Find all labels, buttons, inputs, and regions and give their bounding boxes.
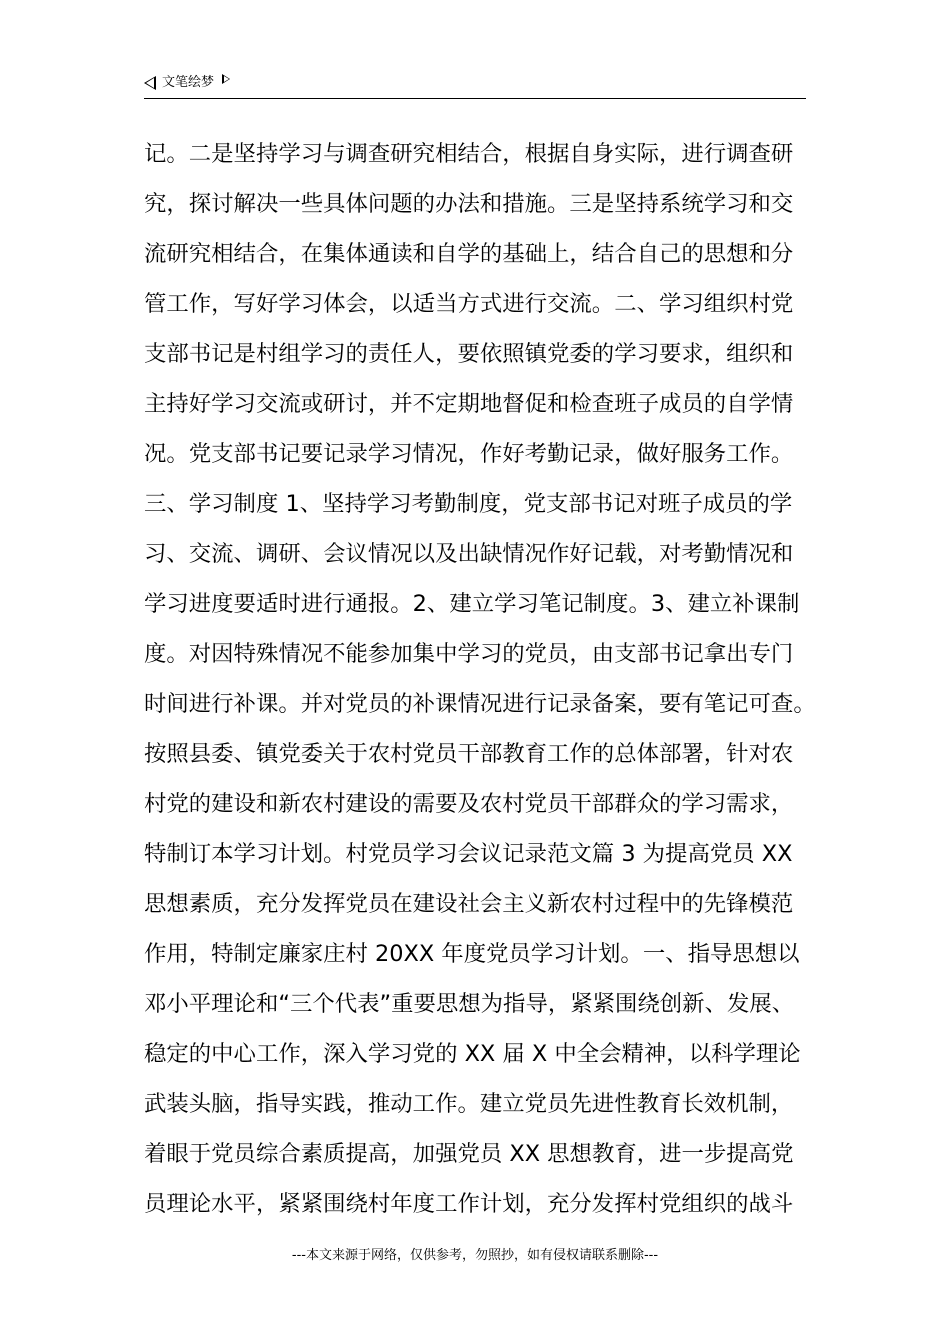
body-line: 着眼于党员综合素质提高，加强党员 XX 思想教育，进一步提高党 [144,1141,794,1167]
body-line: 记。二是坚持学习与调查研究相结合，根据自身实际，进行调查研 [144,141,794,167]
body-line: 思想素质，充分发挥党员在建设社会主义新农村过程中的先锋模范 [144,891,794,917]
body-line: 主持好学习交流或研讨，并不定期地督促和检查班子成员的自学情 [144,391,794,417]
triangle-left-outline-icon [144,76,156,90]
header-title: 文笔绘梦 [162,75,215,90]
body-line: 按照县委、镇党委关于农村党员干部教育工作的总体部署，针对农 [144,741,794,767]
body-line: 学习进度要适时进行通报。2、建立学习笔记制度。3、建立补课制 [144,591,800,617]
triangle-right-outline-icon [222,74,230,84]
body-line: 况。党支部书记要记录学习情况，作好考勤记录，做好服务工作。 [144,441,794,467]
body-line: 村党的建设和新农村建设的需要及农村党员干部群众的学习需求， [144,791,794,817]
body-line: 三、学习制度 1、坚持学习考勤制度，党支部书记对班子成员的学 [144,491,793,517]
body-line: 员理论水平，紧紧围绕村年度工作计划，充分发挥村党组织的战斗 [144,1191,794,1217]
body-line: 特制订本学习计划。村党员学习会议记录范文篇 3 为提高党员 XX [144,841,793,867]
body-line: 武装头脑，指导实践，推动工作。建立党员先进性教育长效机制， [144,1091,794,1117]
body-line: 作用，特制定廉家庄村 20XX 年度党员学习计划。一、指导思想以 [144,941,800,967]
body-line: 习、交流、调研、会议情况以及出缺情况作好记载，对考勤情况和 [144,541,794,567]
body-line: 流研究相结合，在集体通读和自学的基础上，结合自己的思想和分 [144,241,794,267]
body-line: 度。对因特殊情况不能参加集中学习的党员，由支部书记拿出专门 [144,641,794,667]
body-line: 邓小平理论和“三个代表”重要思想为指导，紧紧围绕创新、发展、 [144,991,795,1017]
body-line: 稳定的中心工作，深入学习党的 XX 届 X 中全会精神，以科学理论 [144,1041,801,1067]
page-header [144,72,806,99]
header-brand [144,74,230,92]
body-line: 支部书记是村组学习的责任人，要依照镇党委的学习要求，组织和 [144,341,794,367]
document-body [144,129,824,1229]
footer-notice: ---本文来源于网络，仅供参考，勿照抄，如有侵权请联系删除--- [291,1248,659,1263]
body-line: 管工作，写好学习体会，以适当方式进行交流。二、学习组织村党 [144,291,794,317]
body-line: 时间进行补课。并对党员的补课情况进行记录备案，要有笔记可查。 [144,691,816,717]
body-line: 究，探讨解决一些具体问题的办法和措施。三是坚持系统学习和交 [144,191,794,217]
